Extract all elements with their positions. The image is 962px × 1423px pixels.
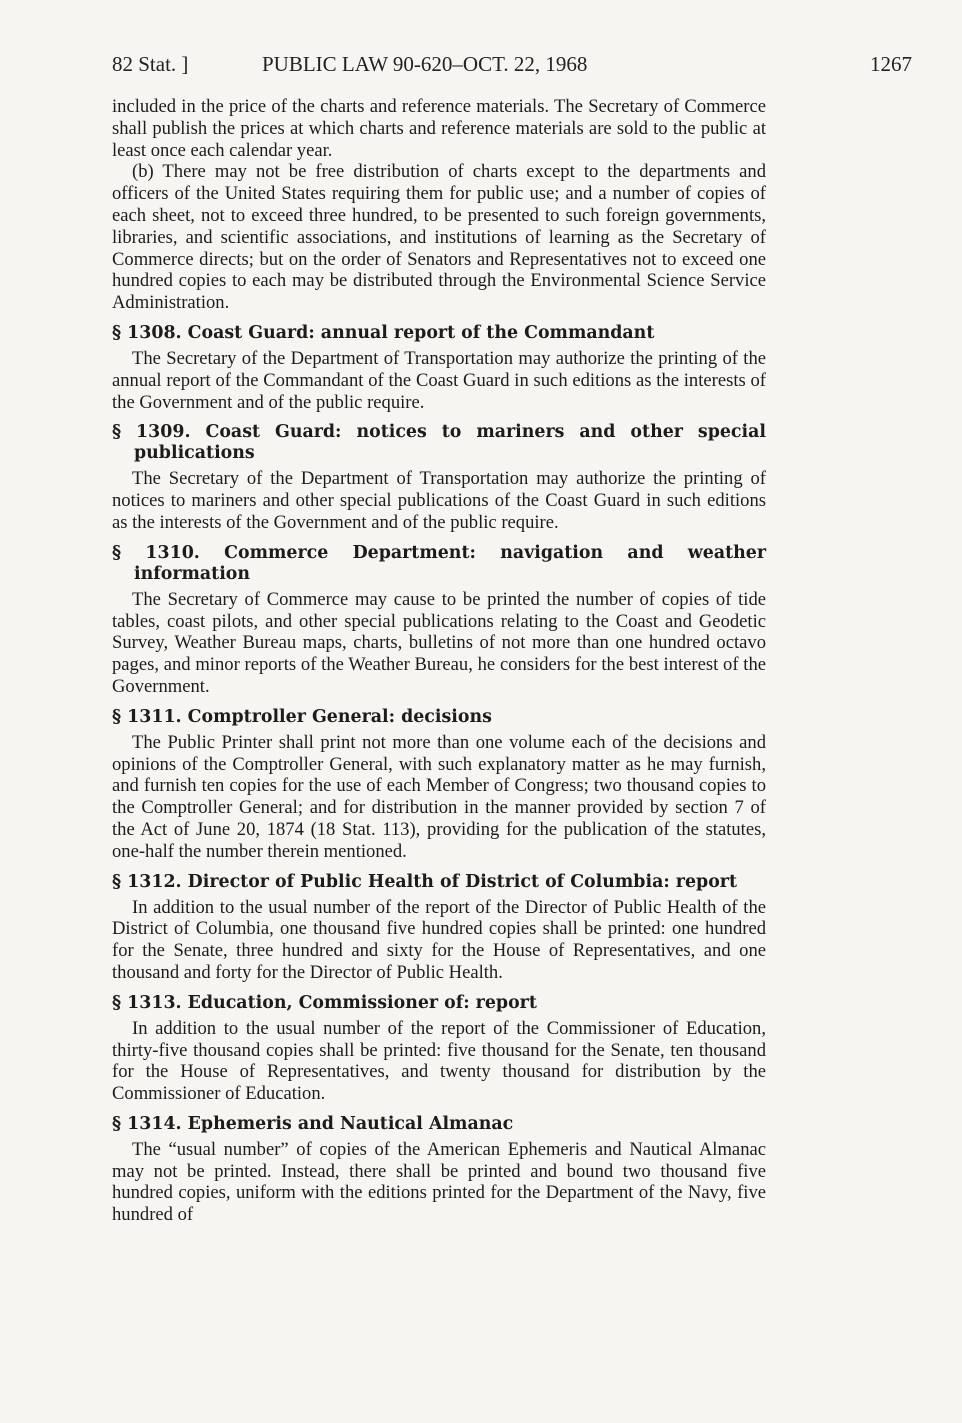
section-1314-heading: § 1314. Ephemeris and Nautical Almanac bbox=[112, 1113, 514, 1134]
document-body bbox=[112, 96, 766, 1226]
section-1308-heading: § 1308. Coast Guard: annual report of the Commandant bbox=[112, 322, 655, 343]
statute-reference: 82 Stat. ] bbox=[112, 52, 189, 76]
section-1312-heading: § 1312. Director of Public Health of District of Columbia: report bbox=[112, 871, 737, 892]
section-1310-heading: § 1310. Commerce Department: navigation and weather information bbox=[112, 542, 766, 584]
section-1308-text: The Secretary of the Department of Transportation may authorize the printing of the annual report of the Commandant of the Coast Guard in such editions as the interests of the Government and of the public require. bbox=[112, 347, 766, 413]
section-1313-heading: § 1313. Education, Commissioner of: report bbox=[112, 992, 537, 1013]
section-1314-text: The “usual number” of copies of the American Ephemeris and Nautical Almanac may not be printed. Instead, there shall be printed and bound two thousand five hundred copies, uniform with the editions printed for the Department of the Navy, five hundred of bbox=[112, 1138, 766, 1226]
section-1313-text: In addition to the usual number of the report of the Commissioner of Education, thirty-five thousand copies shall be printed: five thousand for the Senate, ten thousand for the House of Representatives, and twenty thousand for distribution by the Commissioner of Education. bbox=[112, 1017, 766, 1105]
section-1309-heading: § 1309. Coast Guard: notices to mariners and other special publications bbox=[112, 422, 766, 464]
section-1310-text: The Secretary of Commerce may cause to be printed the number of copies of tide tables, coast pilots, and other special publications relating to the Coast and Geodetic Survey, Weather Bureau maps, charts, bulletins of not more than one hundred octavo pages, and minor reports of the Weather Bureau, he considers for the best interest of the Government. bbox=[112, 588, 766, 697]
section-1309-text: The Secretary of the Department of Transportation may authorize the printing of notices to mariners and other special publications of the Coast Guard in such editions as the interests of the Government and of the public require. bbox=[112, 468, 766, 533]
section-1311-heading: § 1311. Comptroller General: decisions bbox=[112, 706, 492, 727]
section-1312-text: In addition to the usual number of the report of the Director of Public Health of the District of Columbia, one thousand five hundred copies shall be printed: one hundred for the Senate, three hundred and sixty for the House of Representatives, and one thousand and forty for the Director of Public Health. bbox=[112, 896, 766, 983]
subsection-b-paragraph: (b) There may not be free distribution of charts except to the departments and officers of the United States requiring them for public use; and a number of copies of each sheet, not to exceed three hundred, to be presented to such foreign governments, libraries, and scientific associations, and institutions of learning as the Secretary of Commerce directs; but on the order of Senators and Representatives not to exceed one hundred copies to each may be distributed through the Environmental Science Service Administration. bbox=[112, 161, 766, 314]
section-1311-text: The Public Printer shall print not more than one volume each of the decisions and opinions of the Comptroller General, with such explanatory matter as he may furnish, and furnish ten copies for the use of each Member of Congress; two thousand copies to the Comptroller General; and for distribution in the manner provided by section 7 of the Act of June 20, 1874 (18 Stat. 113), providing for the publication of the statutes, one-half the number therein mentioned. bbox=[112, 731, 766, 862]
page-number: 1267 bbox=[870, 52, 912, 76]
public-law-title: PUBLIC LAW 90-620–OCT. 22, 1968 bbox=[262, 52, 588, 76]
page-header bbox=[112, 52, 912, 82]
continued-paragraph: included in the price of the charts and reference materials. The Secretary of Commerce shall publish the prices at which charts and reference materials are sold to the public at least once each calendar year. bbox=[112, 96, 766, 161]
